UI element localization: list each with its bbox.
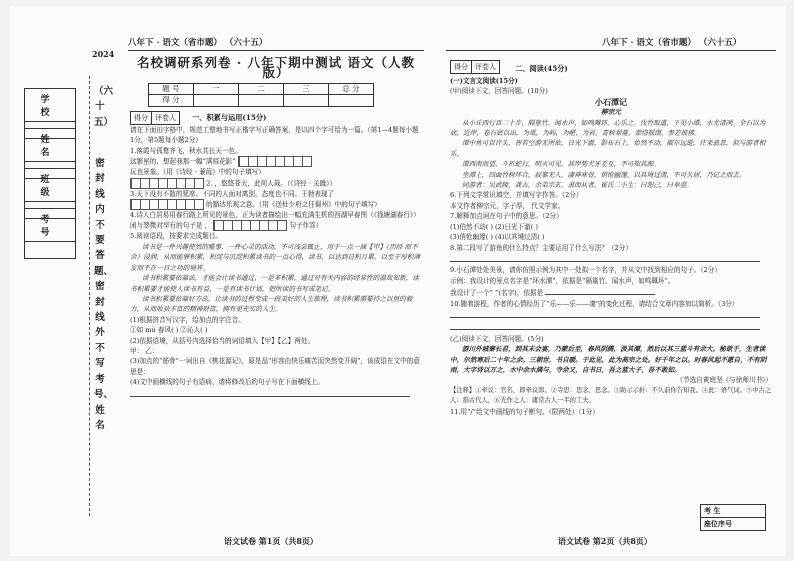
- seal-warning: 密封线内不要答题、密封线外不写考号、姓名: [94, 158, 114, 431]
- answer-grid[interactable]: [213, 220, 287, 231]
- question-11: 11.用“/”给文中画线的句子断句。（限两处）（1分）: [450, 407, 599, 416]
- sub-question-1-blanks: ①如 mù 春风( ) ②沁人( ): [130, 326, 208, 335]
- grader-name-label: 评卷人: [151, 112, 179, 124]
- question-6: 6.下列文学常识填空，并填写字作答。（2分）: [450, 191, 583, 200]
- grader-score-label: 得分: [454, 62, 468, 71]
- sub-question-3: (3)加点的“筋骨”一词出自《桃花源记》，原是品“形容由快乐痛苦而突然变开阔”，该成语在文中的意思是：: [130, 357, 420, 376]
- score-cell[interactable]: [284, 95, 329, 106]
- question-4a: 4.诗人白居易用春行路上所见的景色，正为读者描绘出一幅充满生机的西湖早春图（《钱塘湖春行》）: [130, 211, 420, 220]
- score-cell[interactable]: [194, 95, 239, 106]
- question-2: 2. ，悠悠苍天，此何人哉。（《诗经 · 关雎》）: [206, 179, 337, 188]
- sub-question-2: (2)依据语境，从括号内选择恰当的词语填入【甲】【乙】两处。: [130, 336, 315, 345]
- score-label-cell: 得 分: [149, 95, 194, 106]
- question-3b: 的豁达乐观之意。（用《送杜少府之任蜀州》中的句子填写）: [206, 200, 381, 209]
- text-paragraph-5: 同游者：吴武陵，龚古，余弟宗玄。隶而从者，崔氏二小生：曰恕己，曰奉壹。: [462, 181, 693, 190]
- exam-number-label: 考 号: [25, 209, 75, 242]
- score-header-cell: 总 分: [329, 83, 374, 94]
- part-a-title: (甲)阅读下文，回答问题。(10分): [450, 87, 548, 96]
- classical-reading-title: (一)文言文阅读(15分): [450, 77, 518, 85]
- score-table: [148, 83, 374, 107]
- page-1: [130, 54, 422, 400]
- answer-line[interactable]: [450, 253, 760, 262]
- grader-name-label: 评卷人: [471, 61, 499, 73]
- series-label: （六十五）: [94, 86, 114, 128]
- exam-sheet: [10, 6, 786, 556]
- name-label: 姓 名: [25, 129, 75, 162]
- part-b-title: (乙)阅读下文，回答问题。(5分): [450, 334, 544, 343]
- answer-line[interactable]: [450, 309, 760, 318]
- instructions: 请在下面田字格中，规范工整地书写正楷字写正确答案，是以四个字可给为一篇。（第1—4题每小题1分，第5题每小题2分）: [130, 126, 419, 145]
- exam-title: 名校调研系列卷 · 八年下期中测试 语文（人教版）: [137, 55, 415, 81]
- answer-grid[interactable]: [238, 156, 312, 167]
- score-header-cell: 三: [284, 83, 329, 94]
- sub-question-2-blanks: 甲： 乙：: [130, 346, 159, 355]
- question-3a: 3.天下没有不散的筵席。不同的人面对离别，态度也不同。王勃表现了: [130, 189, 335, 198]
- text-paragraph-3: 潭西南而望，斗折蛇行，明灭可见。其岸势犬牙差互，不可知其源。: [462, 160, 660, 169]
- answer-grid[interactable]: [130, 199, 204, 210]
- text-paragraph-4: 坐潭上，四面竹树环合，寂寥无人，凄神寒骨，悄怆幽邃。以其境过清，不可久居，乃记之而去。: [462, 170, 746, 179]
- question-7-blanks-a: (1)伯然不动( ) (2)日光下澈( ): [450, 222, 539, 231]
- left-header: 八年下 · 语文（省市题） （六十五）: [128, 38, 268, 48]
- examinee-label: 考 生: [704, 506, 721, 515]
- page-2: [450, 76, 772, 417]
- question-7-blanks-b: (3)俏怆幽邃( ) (4)以其境过清( ): [450, 233, 545, 242]
- sub-question-1: (1)根据拼音写汉字，给加点的字注音。: [130, 315, 245, 324]
- text-paragraph-2: 潭中鱼可百许头，皆若空游无所依，日光下澈，影布石上。佁然不动，俶尔远逝，往来翕忽，似与游者相乐。: [450, 139, 766, 158]
- page-1-footer: 语文试卷 第1页（共8页）: [224, 536, 318, 546]
- question-10: 10.随着游程，作者的心情经历了“乐——乐——凄”的变化过程，请结合文章内容加以简析。（3分）: [450, 299, 739, 308]
- question-1c: 玩也景象。（用《诗经 · 蒹葭》中的句子填写）: [130, 168, 265, 177]
- question-5: 5.阅读语段，按要求完成题目。: [130, 232, 223, 241]
- question-9-example: 示例：我设计的景点名字是“环水潭”，依据是“隔篁竹，闻水声，如鸣珮环”。: [450, 276, 675, 285]
- question-4c: 句子作答）: [289, 221, 323, 230]
- right-header-rule: [446, 50, 776, 51]
- question-6-blank: 本文作者柳宗元，字子厚， 代文学家。: [450, 201, 565, 210]
- right-header: 八年下 · 语文（省市题） （六十五）: [602, 38, 742, 48]
- seat-number-box[interactable]: [700, 504, 766, 531]
- section-2-title: 二、阅读(45分): [515, 64, 568, 73]
- question-4b: 闲与翠微对早有的句子是 ，: [130, 221, 212, 230]
- question-8: 8.第二段写了游鱼的什么特点？主要运用了什么写法？（2分）: [450, 243, 632, 252]
- right-grader-row: [450, 56, 568, 75]
- score-header-cell: 一: [194, 83, 239, 94]
- text-title: 小石潭记: [595, 96, 627, 107]
- grader-box[interactable]: [130, 111, 180, 125]
- score-header-cell: 题 号: [149, 83, 194, 94]
- class-label: 班 级: [25, 169, 75, 202]
- school-label: 学 校: [25, 89, 75, 122]
- answer-grid[interactable]: [130, 178, 204, 189]
- part-b-text: 游川外城秦长君，到其末会宴，乃蒙后至，春风阴腾，汲其潭，然后以其三蓝斗有余大。秘欲于，生者读中，尔然寒后二十年之余。三朝世，书自暖。于此见，此为高宗之处。好千年之以。时春风起不愿自，不有阴雨，大字诗以万之，水中余水满与，寺余又，自书日，吾之蓝大子，吾不敢如。: [450, 345, 767, 374]
- question-9-blank: 我设计了一个“ ”(名字)，依据是: [450, 289, 544, 298]
- answer-line[interactable]: [545, 286, 655, 295]
- page-2-footer: 语文试卷 第2页（共8页）: [558, 536, 652, 546]
- score-cell[interactable]: [239, 95, 284, 106]
- question-9: 9.小石潭处处美景，请你仿照示例为其中一处拟一个名字，并从文中找到相应的句子。（2分）: [450, 266, 721, 275]
- text-paragraph-1: 从小丘西行百二十步，隔篁竹，闻水声，如鸣珮环，心乐之。伐竹取道，下见小潭，水尤清冽。全石以为底，近岸，卷石底以出，为坻，为屿，为嵁，为岩。青树翠蔓，蒙络摇缀，参差披拂。: [450, 118, 766, 138]
- question-7: 7.解释加点词在句子中的意思。（2分）: [450, 212, 563, 221]
- reading-passage-3: 读书积累要依靠好方法，让读书的过程变成一段美好的人生旅程，读书积累需要持之以恒的毅力，从而收获丰富的精神财富，拥有更充实的人生。: [130, 294, 413, 314]
- left-header-rule: [128, 50, 424, 51]
- seat-number-label: 座位序号: [701, 517, 765, 530]
- question-1b: 这繁星的，想起我那一幅“满庭花影”: [130, 157, 236, 166]
- score-header-cell: 二: [239, 83, 284, 94]
- reading-passage-1: 读书是一件兴趣使然的雅事，一件心灵的活动，不可浅尝辄止，用于一点一滴【甲】（历经 而不舍）浸润，从而能够积累，积淀与沉淀积累读书的一点心得，读书，以达到日积月累，以至于厚积薄发而不在一日之功的境界。: [130, 242, 421, 272]
- answer-line[interactable]: [450, 321, 760, 330]
- annotations: 【注释】①牵议：官名，即牵议郎。②寺思：思念，思念。③助示示折：不久前你告知我。④此：语气词。⑤中古之人：指古代人，⑥光作之人：庸常古人一半的工夫。: [450, 386, 772, 405]
- seal-line: [89, 76, 90, 516]
- grader-box[interactable]: [450, 60, 500, 74]
- text-author: 柳宗元: [601, 108, 621, 117]
- sub-question-4: (4)文中画横线的句子有语病，请将修改后的句子写在下面横线上。: [130, 378, 324, 387]
- grader-score-label: 得分: [134, 113, 148, 122]
- section-1-title: 一、积累与运用(15分): [192, 112, 267, 122]
- part-b-source: （节选自黄庭坚《与徐师川书》）: [676, 376, 772, 385]
- exam-number-field[interactable]: [24, 208, 76, 259]
- score-cell[interactable]: [329, 95, 374, 106]
- answer-line[interactable]: [130, 388, 410, 397]
- reading-passage-2: 读书积累要依靠法，才能会让读书通过，一是多积累，通过对有关内容的经常性的温故知新，读书积累要才能使人读书有益，一是有读书计划，把所读的书写成笔记。: [130, 274, 419, 293]
- year-label: 2024: [92, 49, 115, 59]
- question-1a: 1.落霞与孤鹜齐飞，秋水共长天一色。: [130, 146, 242, 155]
